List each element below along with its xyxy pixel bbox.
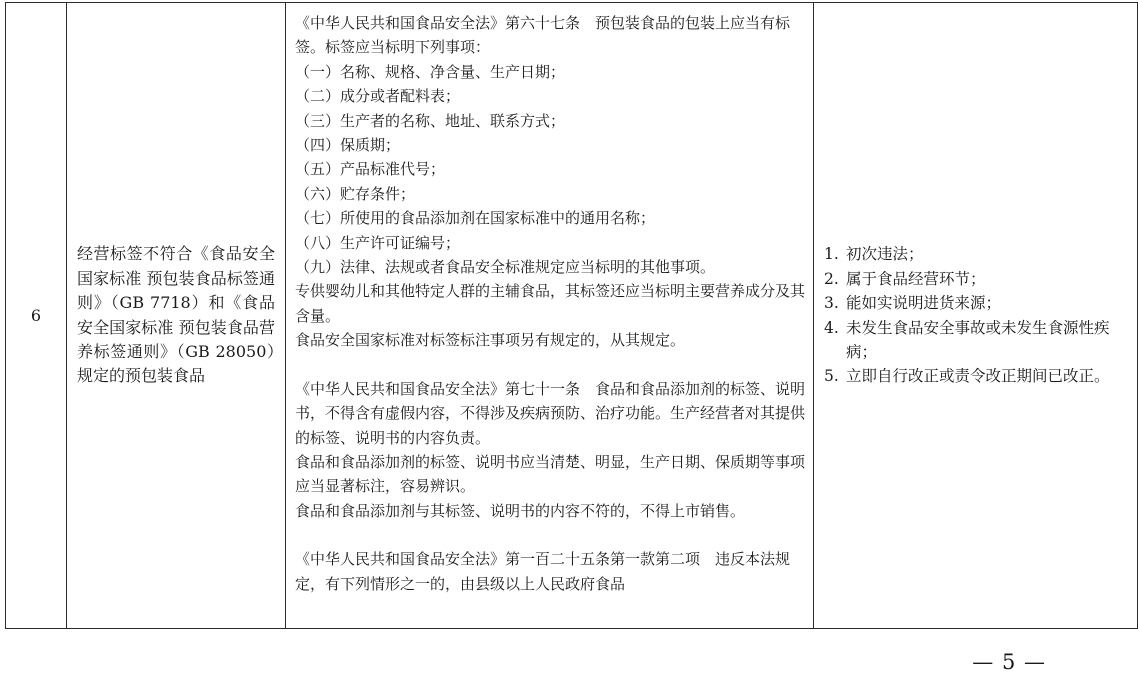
basis-list-item: （七）所使用的食品添加剂在国家标准中的通用名称；	[295, 209, 656, 228]
page-number: — 5 —	[972, 650, 1046, 674]
conditions-cell	[814, 3, 1138, 629]
basis-list-item: （六）贮存条件；	[295, 184, 416, 203]
condition-number: 5.	[824, 367, 839, 386]
condition-text: 初次违法；	[846, 245, 924, 264]
condition-text: 能如实说明进货来源；	[846, 294, 1002, 313]
condition-text: 立即自行改正或责令改正期间已改正。	[846, 367, 1110, 386]
basis-list-item: （三）生产者的名称、地址、联系方式；	[295, 111, 566, 130]
basis-paragraph: 《中华人民共和国食品安全法》第七十一条 食品和食品添加剂的标签、说明书，不得含有虚假内容，不得涉及疾病预防、治疗功能。生产经营者对其提供的标签、说明书的内容负责。	[295, 379, 806, 447]
basis-list-item: （二）成分或者配料表；	[295, 87, 461, 106]
condition-item	[824, 316, 1127, 365]
basis-paragraph: 《中华人民共和国食品安全法》第六十七条 预包装食品的包装上应当有标签。标签应当标明下列事项：	[295, 14, 791, 57]
basis-list-item: （九）法律、法规或者食品安全标准规定应当标明的其他事项。	[295, 258, 716, 277]
basis-paragraph: 食品安全国家标准对标签标注事项另有规定的，从其规定。	[295, 331, 686, 350]
condition-text: 未发生食品安全事故或未发生食源性疾病；	[846, 318, 1110, 361]
condition-item	[824, 291, 1127, 315]
basis-list-item: （四）保质期；	[295, 136, 401, 155]
condition-number: 1.	[824, 245, 839, 264]
basis-paragraph: 《中华人民共和国食品安全法》第一百二十五条第一款第二项 违反本法规定，有下列情形之一的，由县级以上人民政府食品	[295, 550, 791, 593]
condition-number: 3.	[824, 294, 839, 313]
table-row	[6, 3, 1138, 629]
violation-item-text: 经营标签不符合《食品安全国家标准 预包装食品标签通则》（GB 7718）和《食品安全国家标准 预包装食品营养标签通则》（GB 28050）规定的预包装食品	[77, 244, 275, 386]
basis-paragraph: 食品和食品添加剂的标签、说明书应当清楚、明显，生产日期、保质期等事项应当显著标注，容易辨识。	[295, 452, 806, 496]
conditions-list	[824, 242, 1127, 388]
row-number: 6	[30, 306, 42, 325]
condition-text: 属于食品经营环节；	[846, 269, 986, 288]
regulation-table	[5, 2, 1138, 629]
condition-item	[824, 267, 1127, 291]
condition-item	[824, 364, 1127, 388]
basis-paragraph: 食品和食品添加剂与其标签、说明书的内容不符的，不得上市销售。	[295, 501, 746, 520]
basis-list-item: （八）生产许可证编号；	[295, 233, 461, 252]
paragraph-spacer	[295, 523, 805, 547]
basis-list-item: （一）名称、规格、净含量、生产日期；	[295, 62, 566, 81]
paragraph-spacer	[295, 353, 805, 377]
basis-paragraph: 专供婴幼儿和其他特定人群的主辅食品，其标签还应当标明主要营养成分及其含量。	[295, 282, 806, 325]
row-number-cell	[6, 3, 67, 629]
condition-number: 2.	[824, 269, 839, 288]
condition-item	[824, 242, 1127, 266]
condition-number: 4.	[824, 318, 839, 337]
legal-basis-cell	[286, 3, 814, 629]
basis-list-item: （五）产品标准代号；	[295, 160, 446, 179]
violation-item-cell	[67, 3, 286, 629]
